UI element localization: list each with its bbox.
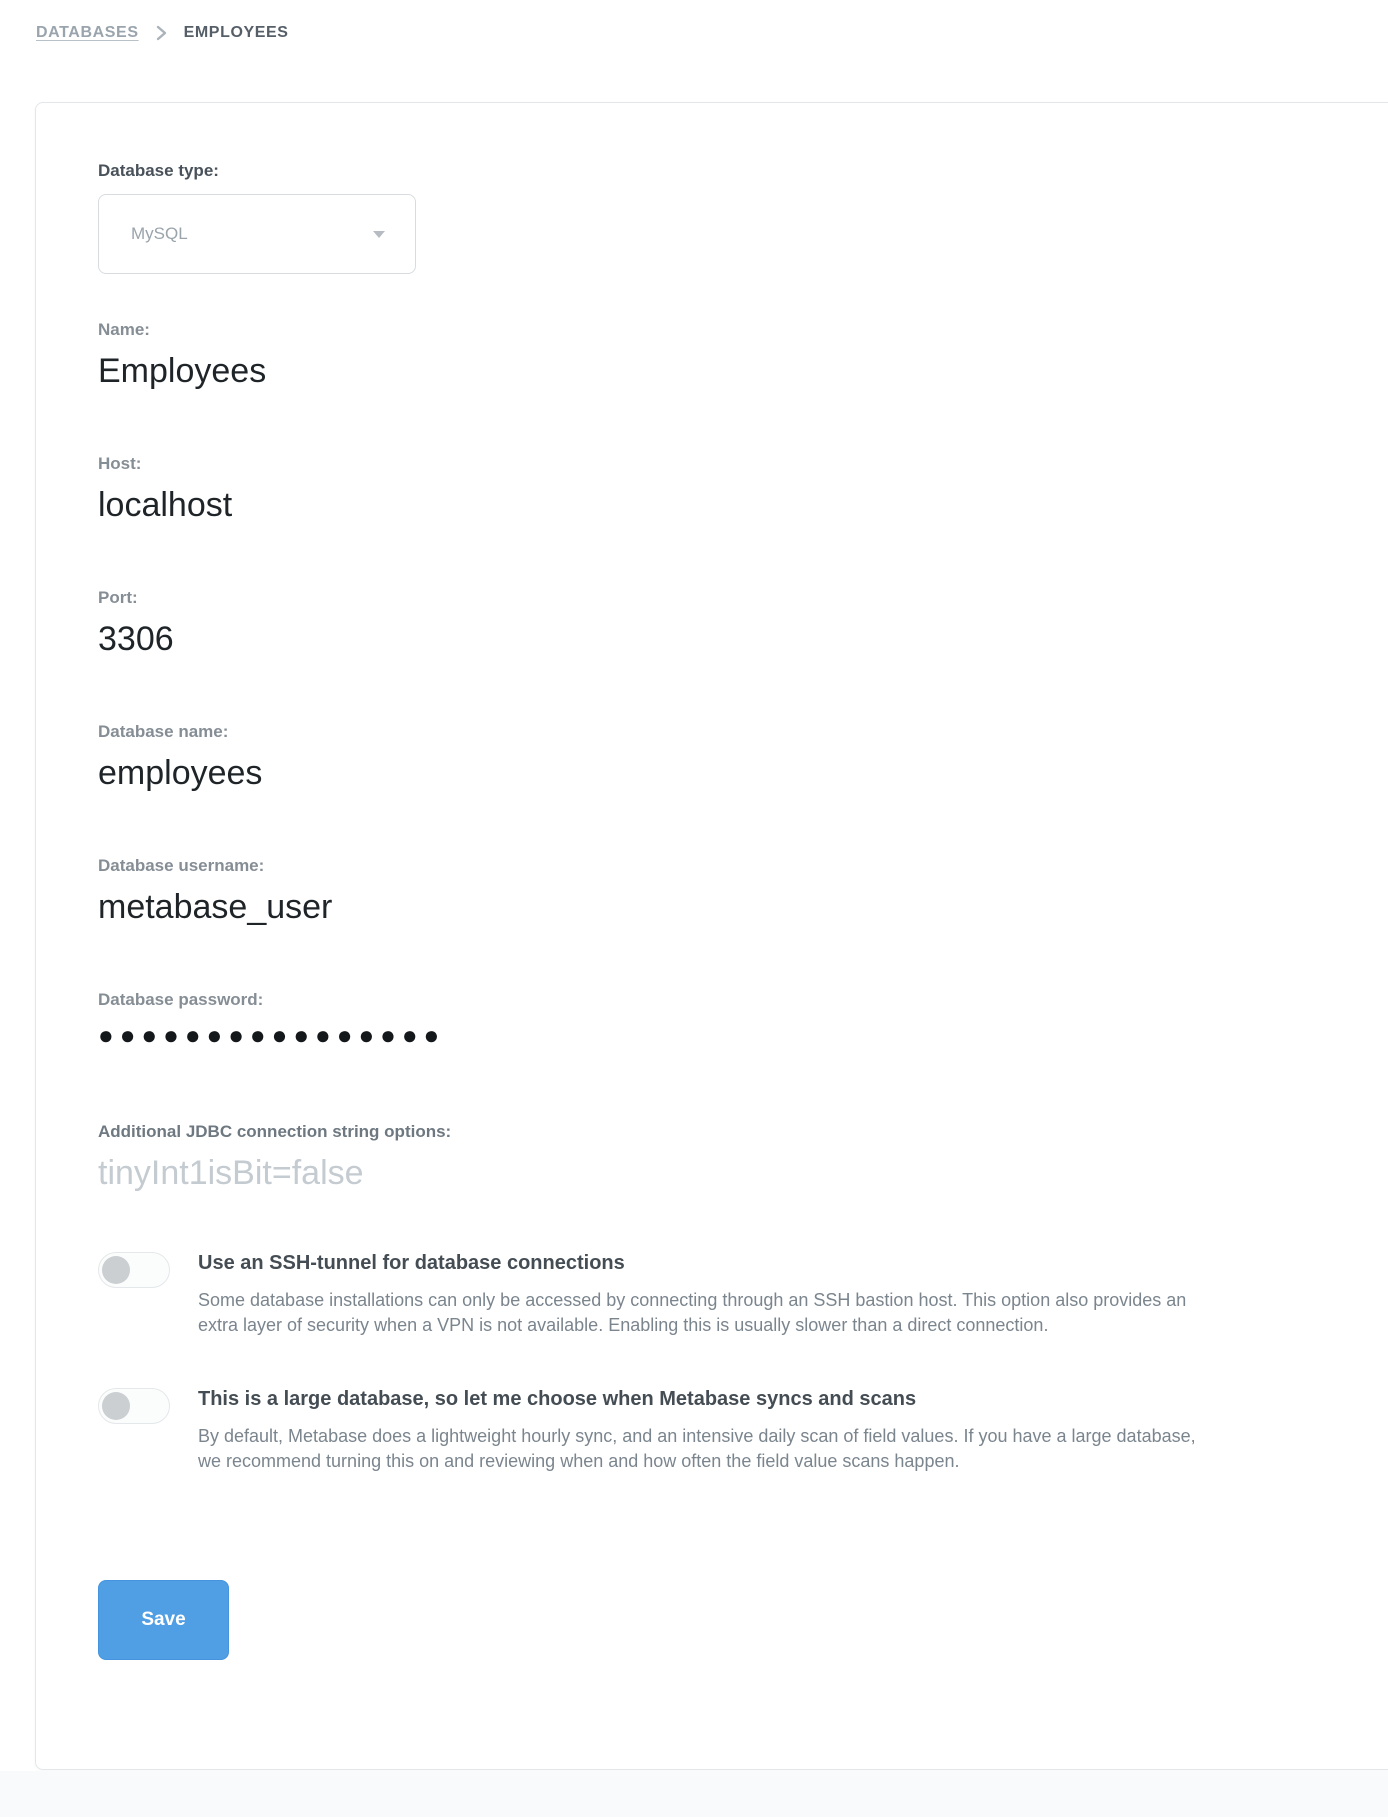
port-input[interactable] (98, 618, 998, 660)
large-database-toggle[interactable] (98, 1388, 170, 1424)
save-button[interactable]: Save (98, 1580, 229, 1660)
ssh-tunnel-toggle[interactable] (98, 1252, 170, 1288)
name-label: Name: (98, 320, 150, 339)
ssh-tunnel-title: Use an SSH-tunnel for database connections (198, 1252, 625, 1274)
name-input[interactable] (98, 350, 998, 392)
database-name-input[interactable] (98, 752, 998, 794)
field-database-name (98, 722, 1356, 794)
host-input[interactable] (98, 484, 998, 526)
toggle-knob (102, 1256, 130, 1284)
chevron-right-icon (155, 25, 168, 41)
chevron-down-icon (373, 231, 385, 238)
database-form-card (35, 102, 1388, 1770)
database-password-label: Database password: (98, 990, 264, 1009)
breadcrumb (36, 24, 289, 42)
ssh-tunnel-section (98, 1250, 1356, 1338)
field-database-type (98, 161, 1356, 274)
field-port (98, 588, 1356, 660)
host-label: Host: (98, 454, 142, 473)
field-database-password (98, 990, 1356, 1050)
page-bottom-strip (0, 1771, 1388, 1817)
large-database-section (98, 1386, 1356, 1474)
breadcrumb-current: EMPLOYEES (183, 24, 289, 41)
large-database-text (198, 1386, 1198, 1474)
jdbc-options-input[interactable] (98, 1152, 998, 1194)
large-database-description: By default, Metabase does a lightweight hourly sync, and an intensive daily scan of field values. If you have a large database, we recommend turning this on and reviewing when and how often the field value scans happen. (198, 1426, 1196, 1471)
field-host (98, 454, 1356, 526)
database-type-select[interactable] (98, 194, 416, 274)
field-jdbc-options (98, 1122, 1356, 1194)
toggle-knob (102, 1392, 130, 1420)
port-label: Port: (98, 588, 138, 607)
jdbc-options-label: Additional JDBC connection string options: (98, 1122, 452, 1141)
field-name (98, 320, 1356, 392)
database-username-input[interactable] (98, 886, 998, 928)
large-database-title: This is a large database, so let me choose when Metabase syncs and scans (198, 1388, 917, 1410)
database-password-input[interactable]: ●●●●●●●●●●●●●●●● (98, 1020, 446, 1050)
field-database-username (98, 856, 1356, 928)
database-username-label: Database username: (98, 856, 265, 875)
database-type-selected-value: MySQL (131, 224, 188, 243)
ssh-tunnel-text (198, 1250, 1198, 1338)
database-name-label: Database name: (98, 722, 229, 741)
database-type-label: Database type: (98, 161, 219, 180)
ssh-tunnel-description: Some database installations can only be accessed by connecting through an SSH bastion host. This option also provides an extra layer of security when a VPN is not available. Enabling this is usually slower than a direct connection. (198, 1290, 1187, 1335)
breadcrumb-link-databases[interactable]: DATABASES (36, 24, 139, 41)
